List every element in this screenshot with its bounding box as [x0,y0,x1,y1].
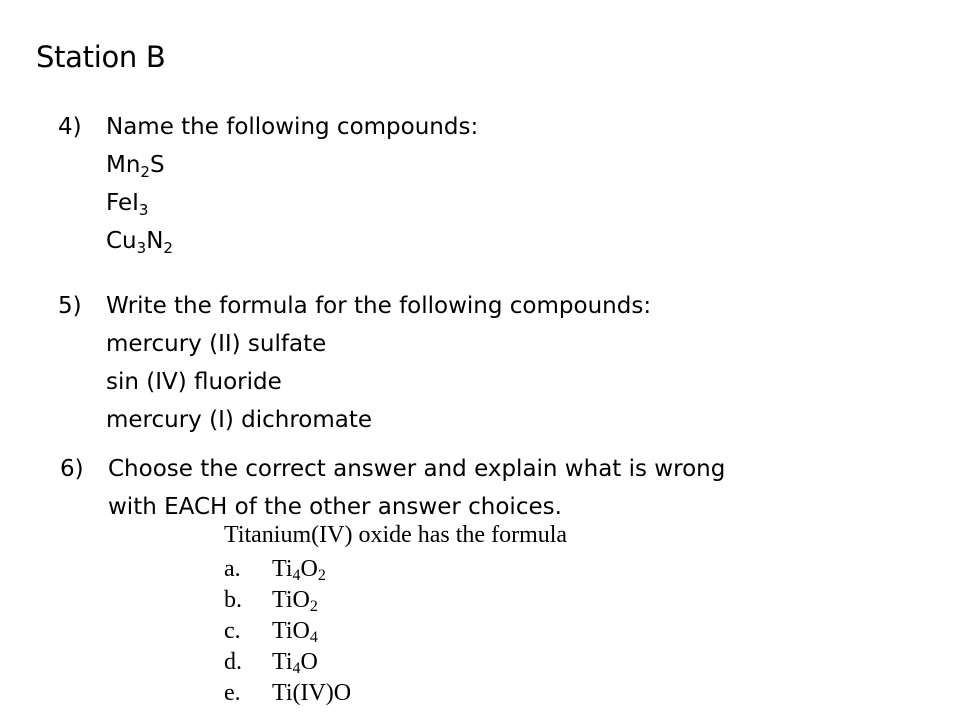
question-number: 4) [58,114,82,140]
option-formula: $Ti_4O$ [272,649,318,677]
compound-item: FeI$_3$ [106,190,149,219]
question-prompt-line: with EACH of the other answer choices. [108,494,562,520]
compound-item: $Mn_2S$ [106,152,165,181]
option-formula: $Ti_4O_2$ [272,556,326,584]
mc-option [224,678,567,709]
compound-item: $Cu_3N_2$ [106,228,173,257]
option-letter: a. [224,556,241,582]
question-prompt: Name the following compounds: [106,114,479,140]
question-number: 5) [58,293,82,319]
multiple-choice-block [224,520,567,709]
option-formula: Ti(IV)O [272,680,352,706]
option-formula: TiO$_4$ [272,618,318,646]
compound-name: sin (IV) fluoride [106,369,282,395]
option-letter: e. [224,680,241,706]
compound-name: mercury (I) dichromate [106,407,373,433]
option-letter: c. [224,618,241,644]
mc-option [224,647,567,678]
mc-option [224,585,567,616]
option-letter: d. [224,649,242,675]
compound-name: mercury (II) sulfate [106,331,327,357]
mc-stem: Titanium(IV) oxide has the formula [224,522,568,548]
mc-option [224,616,567,647]
option-formula: TiO$_2$ [272,587,318,615]
question-prompt-line: Choose the correct answer and explain what is wrong [108,456,726,482]
question-prompt: Write the formula for the following compounds: [106,293,652,319]
question-number: 6) [60,456,84,482]
mc-option [224,554,567,585]
station-title: Station B [36,40,166,74]
option-letter: b. [224,587,242,613]
